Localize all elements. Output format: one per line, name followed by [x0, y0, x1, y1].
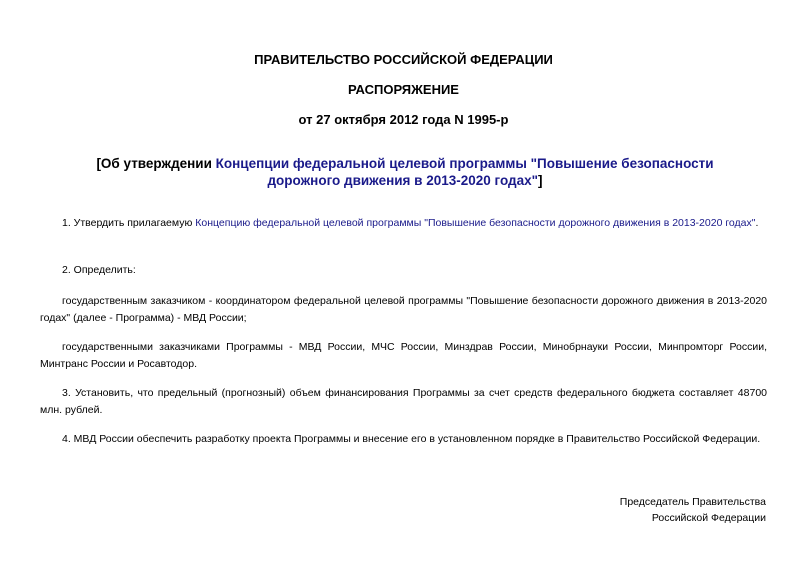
paragraph-1-suffix: .	[755, 217, 759, 229]
paragraph-1-prefix: 1. Утвердить прилагаемую	[62, 217, 196, 229]
document-title	[60, 155, 750, 189]
title-concept-link[interactable]: Концепции федеральной целевой программы "Повышение безопасности дорожного движения в 2013-2020 годах"	[215, 156, 714, 188]
paragraph-3-financing: 3. Установить, что предельный (прогнозный) объем финансирования Программы за счет средств федерального бюджета составляет 48700 млн. рублей.	[40, 387, 767, 416]
paragraph-2: 2. Определить:	[62, 264, 136, 276]
concept-link[interactable]: Концепцию федеральной целевой программы "Повышение безопасности дорожного движения в 2013-2020 годах"	[195, 217, 756, 229]
title-suffix: ]	[538, 173, 543, 188]
paragraph-state-customer-coordinator: государственным заказчиком - координатором федеральной целевой программы "Повышение безопасности дорожного движения в 2013-2020 годах" (далее - Программа) - МВД России;	[40, 295, 767, 324]
document-type-heading: РАСПОРЯЖЕНИЕ	[348, 82, 459, 97]
signature-title-line-2: Российской Федерации	[651, 512, 766, 524]
document-date-number: от 27 октября 2012 года N 1995-р	[298, 112, 509, 127]
signature-title-line-1: Председатель Правительства	[619, 496, 766, 508]
issuer-heading: ПРАВИТЕЛЬСТВО РОССИЙСКОЙ ФЕДЕРАЦИИ	[254, 52, 553, 67]
paragraph-1	[40, 215, 767, 232]
paragraph-4-development: 4. МВД России обеспечить разработку проекта Программы и внесение его в установленном порядке в Правительство Российской Федерации.	[62, 433, 761, 445]
paragraph-state-customers: государственными заказчиками Программы - МВД России, МЧС России, Минздрав России, Минобрнауки России, Минпромторг России, Минтранс России и Росавтодор.	[40, 341, 767, 370]
title-prefix: [Об утверждении	[96, 156, 216, 171]
